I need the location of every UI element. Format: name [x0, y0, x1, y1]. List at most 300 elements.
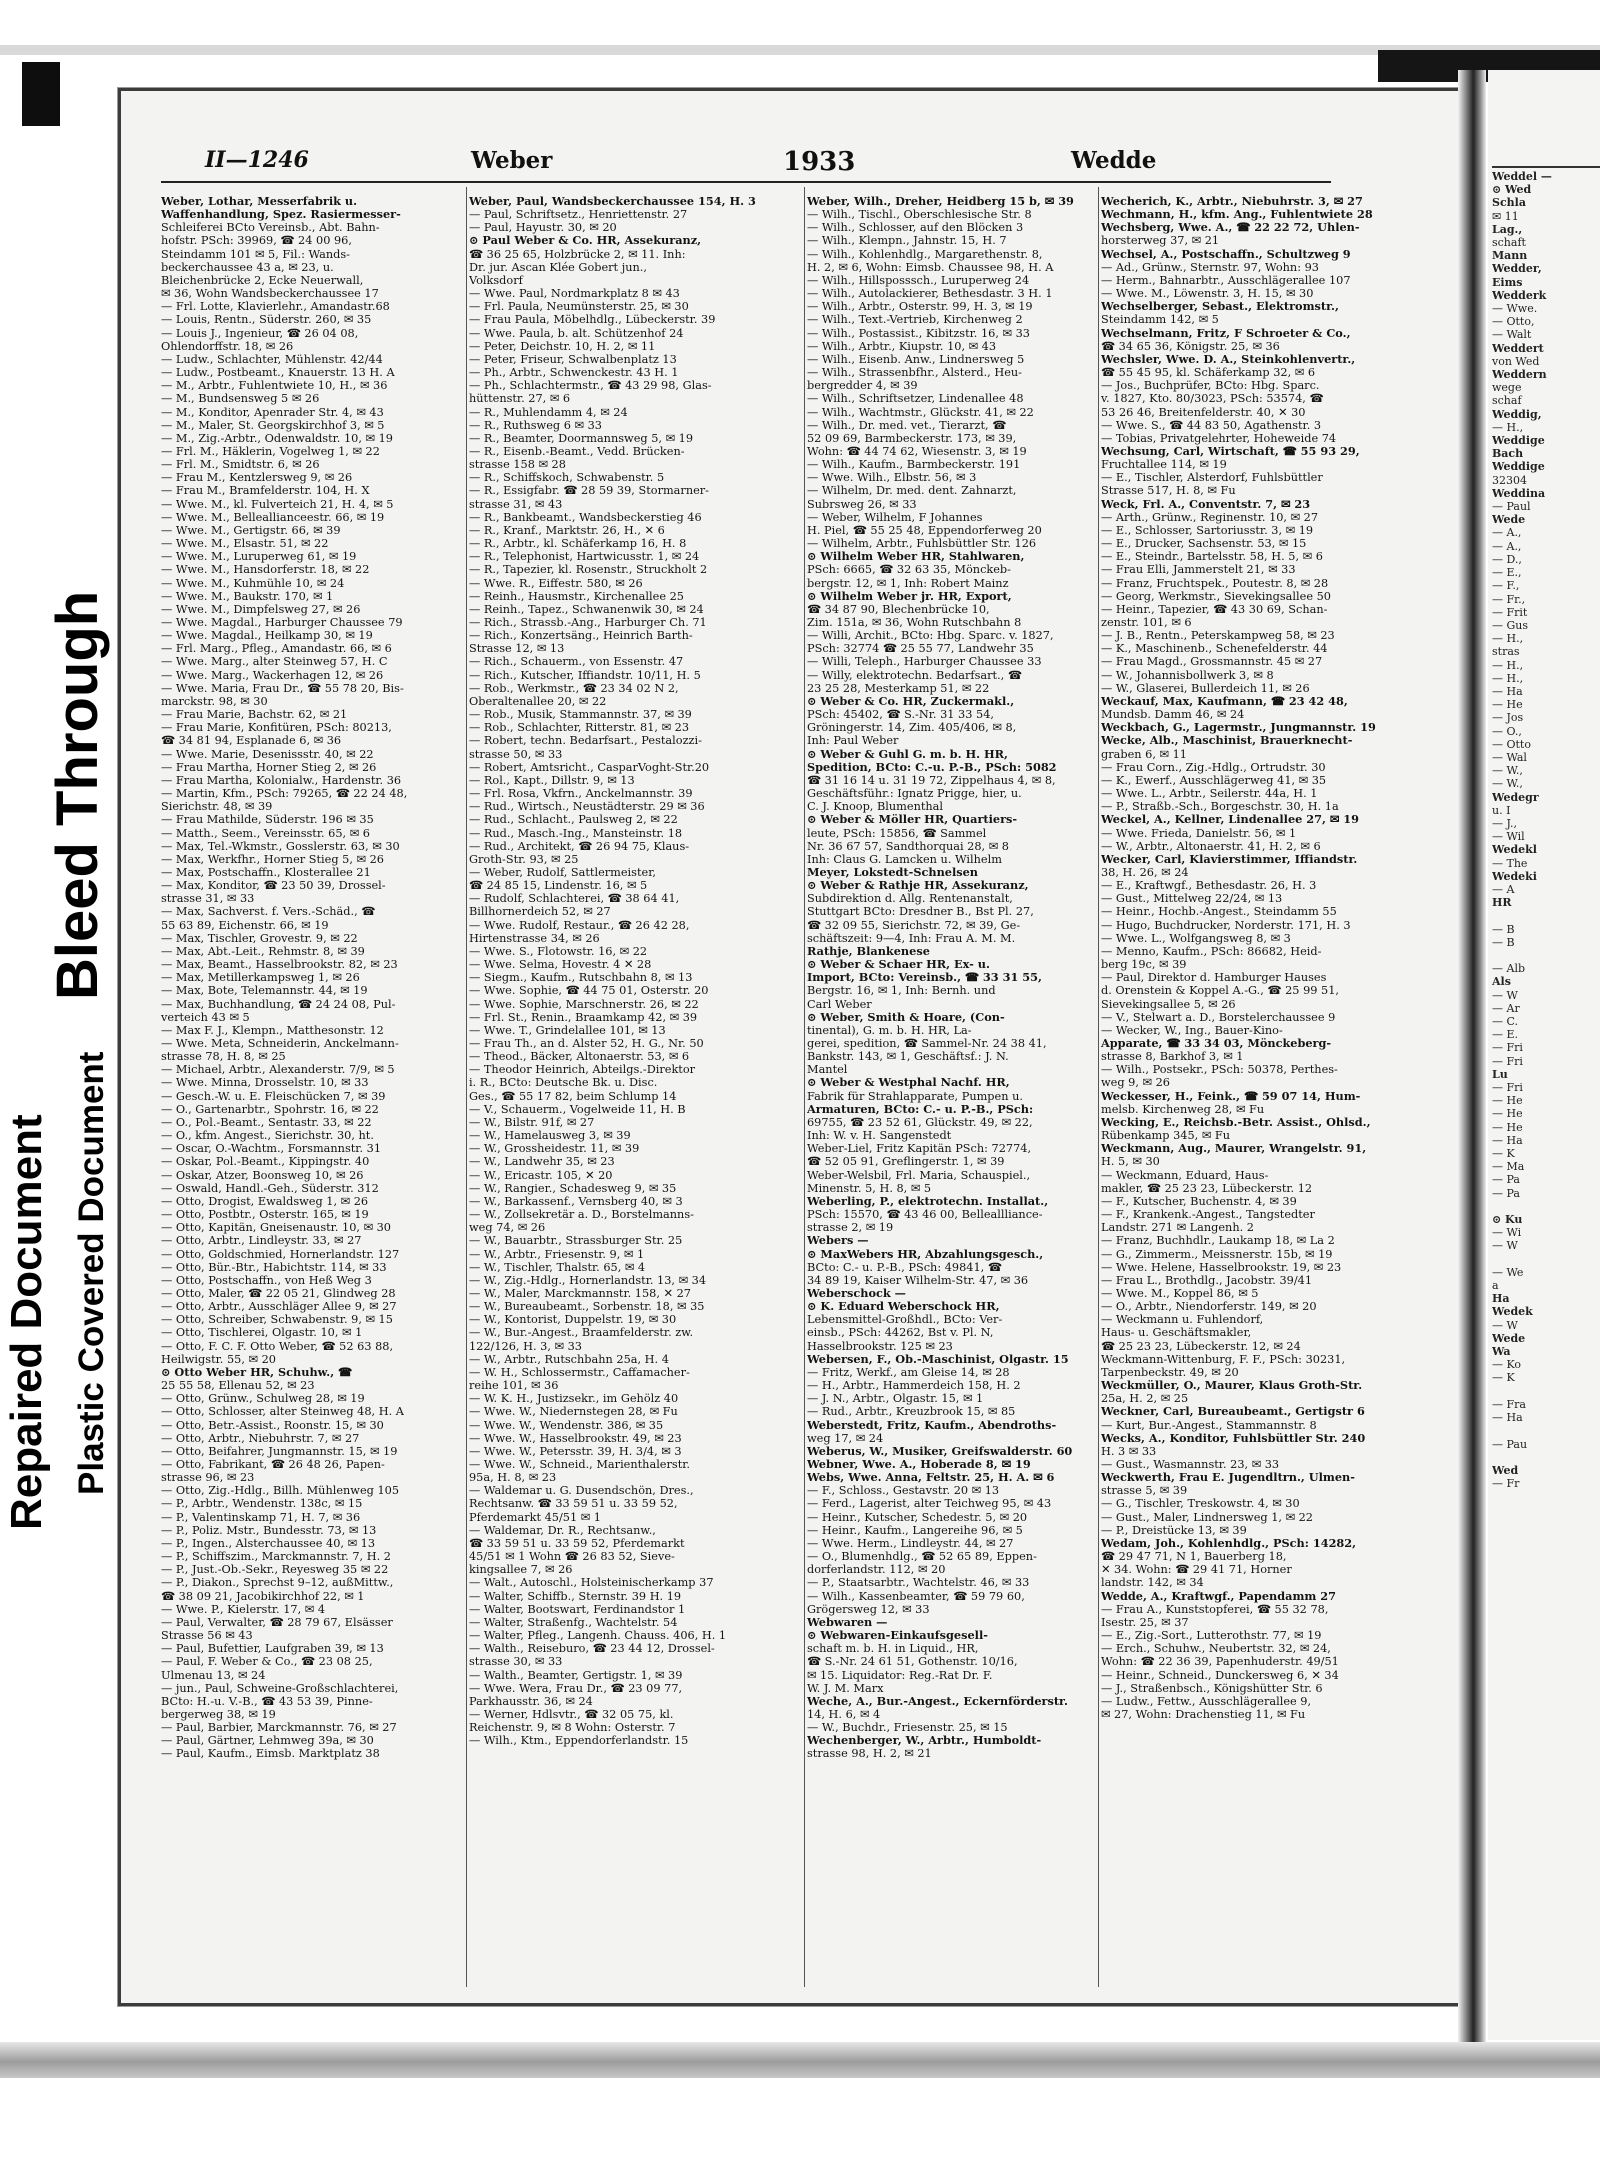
listing-line: — Tobias, Privatgelehrter, Hoheweide 74: [1101, 431, 1337, 445]
listing-line: Oberaltenallee 20, ✉ 22: [469, 694, 607, 708]
listing-line: Parkhausstr. 36, ✉ 24: [469, 1694, 593, 1708]
listing-line: Weber, Wilh., Dreher, Heidberg 15 b, ✉ 39: [807, 195, 1074, 208]
listing-line: — W., Johannisbollwerk 3, ✉ 8: [1101, 668, 1274, 682]
listing-line: Rathje, Blankenese: [807, 944, 930, 958]
listing-line: ☎ 34 81 94, Esplanade 6, ✉ 36: [161, 734, 342, 748]
listing-line: Minenstr. 5, H. 8, ✉ 5: [807, 1181, 932, 1195]
listing-line: — Max F. J., Klempn., Matthesonstr. 12: [161, 1023, 384, 1037]
listing-line: ⊙ Weber & Möller HR, Quartiers-: [807, 813, 1018, 827]
listing-line: Dr. jur. Ascan Klée Gobert jun.,: [469, 260, 647, 274]
listing-line: — Peter, Friseur, Schwalbenplatz 13: [469, 352, 677, 366]
listing-line: schaft m. b. H. in Liquid., HR,: [807, 1642, 979, 1656]
listing-line: — W., Buchdr., Friesenstr. 25, ✉ 15: [807, 1721, 1008, 1735]
opposite-page-line: — H.,: [1492, 420, 1524, 434]
listing-line: — Wwe. Minna, Drosselstr. 10, ✉ 33: [161, 1076, 369, 1090]
listing-line: bergstr. 12, ✉ 1, Inh: Robert Mainz: [807, 576, 1009, 590]
listing-line: — P., Ingen., Alsterchaussee 40, ✉ 13: [161, 1536, 376, 1550]
listing-line: — W., Arbtr., Rutschbahn 25a, H. 4: [469, 1352, 669, 1366]
listing-line: — Frl. M., Häklerin, Vogelweg 1, ✉ 22: [161, 444, 380, 458]
header-name: Weber: [471, 147, 553, 174]
listing-line: — Wwe. S., Flotowstr. 16, ✉ 22: [469, 944, 648, 958]
listing-line: 38, H. 26, ✉ 24: [1101, 865, 1189, 879]
listing-line: — Otto, Arbtr., Lindleystr. 33, ✉ 27: [161, 1234, 362, 1248]
listing-line: — W. K. H., Justizsekr., im Gehölz 40: [469, 1392, 679, 1406]
page-header: [121, 91, 1459, 177]
listing-line: Weberling, P., elektrotechn. Installat.,: [807, 1194, 1049, 1208]
listing-line: — Otto, Bür.-Btr., Habichtstr. 114, ✉ 33: [161, 1260, 387, 1274]
listing-line: — Wilh., Arbtr., Kiupstr. 10, ✉ 43: [807, 339, 997, 353]
listing-line: — P., Straßb.-Sch., Borgeschstr. 30, H. 1a: [1101, 800, 1339, 814]
listing-line: — W., Arbtr., Friesenstr. 9, ✉ 1: [469, 1247, 645, 1261]
listing-line: bergerweg 38, ✉ 19: [161, 1707, 276, 1721]
listing-line: — Paul, F. Weber & Co., ☎ 23 08 25,: [161, 1655, 373, 1669]
opposite-page-line: [1492, 909, 1598, 922]
opposite-page-line: — B: [1492, 922, 1515, 936]
listing-line: — R., Muhlendamm 4, ✉ 24: [469, 405, 628, 419]
listing-line: — Wwe. R., Eiffestr. 580, ✉ 26: [469, 576, 643, 590]
listing-line: Weber-Liel, Fritz Kapitän PSch: 72774,: [807, 1142, 1032, 1156]
listing-line: — Heinr., Hochb.-Angest., Steindamm 55: [1101, 905, 1337, 919]
listing-line: — E., Steindr., Bartelsstr. 58, H. 5, ✉ 6: [1101, 550, 1323, 564]
listing-line: — Martin, Kfm., PSch: 79265, ☎ 22 24 48,: [161, 787, 408, 801]
listing-line: — Walter, Bootswart, Ferdinandstor 1: [469, 1602, 686, 1616]
listing-line: — Wwe. L., Wolfgangsweg 8, ✉ 3: [1101, 931, 1291, 945]
opposite-page-line: — Ha: [1492, 684, 1523, 698]
header-rule: [161, 181, 1331, 183]
listing-line: — Rob., Werkmstr., ☎ 23 34 02 N 2,: [469, 681, 679, 695]
listing-line: ☎ 29 47 71, N 1, Bauerberg 18,: [1101, 1550, 1287, 1564]
listing-line: — Ludw., Postbeamt., Knauerstr. 13 H. A: [161, 366, 395, 380]
listing-line: — Wilh., Schriftsetzer, Lindenallee 48: [807, 392, 1024, 406]
opposite-page-line: [1492, 949, 1598, 962]
listing-line: — Wilh., Postassist., Kibitzstr. 16, ✉ 33: [807, 326, 1030, 340]
opposite-page-line: — K: [1492, 1147, 1515, 1161]
listing-line: — Wwe. Frieda, Danielstr. 56, ✉ 1: [1101, 826, 1297, 840]
listing-line: Carl Weber: [807, 997, 872, 1011]
listing-line: strasse 31, ✉ 43: [469, 497, 563, 511]
opposite-page-line: — A.,: [1492, 526, 1522, 540]
opposite-page-line: — O.,: [1492, 724, 1522, 738]
listing-line: — Frl. Lotte, Klavierlehr., Amandastr.68: [161, 300, 390, 314]
listing-line: Rübenkamp 345, ✉ Fu: [1101, 1129, 1231, 1143]
listing-line: — Frau Mathilde, Süderstr. 196 ✉ 35: [161, 813, 374, 827]
opposite-page-line: Weddige: [1492, 460, 1545, 474]
listing-line: PSch: 15570, ☎ 43 46 00, Belleallliance-: [807, 1208, 1043, 1222]
listing-line: Spedition, BCto: C.-u. P.-B., PSch: 5082: [807, 760, 1057, 774]
opposite-page-line: Wa: [1492, 1345, 1511, 1359]
opposite-page-line: [1492, 1385, 1598, 1398]
listing-line: — G., Zimmerm., Meissnerstr. 15b, ✉ 19: [1101, 1247, 1333, 1261]
opposite-page-line: — E.: [1492, 1028, 1519, 1042]
listing-line: Wedam, Joh., Kohlenhdlg., PSch: 14282,: [1101, 1536, 1357, 1550]
listing-line: bergredder 4, ✉ 39: [807, 379, 918, 393]
opposite-page-line: — Wil: [1492, 830, 1525, 844]
listing-line: Waffenhandlung, Spez. Rasiermesser-: [161, 208, 401, 222]
listing-line: — P., Just.-Ob.-Sekr., Reyesweg 35 ✉ 22: [161, 1563, 389, 1577]
listing-line: i. R., BCto: Deutsche Bk. u. Disc.: [469, 1076, 658, 1090]
listing-line: — Paul, Verwalter, ☎ 28 79 67, Elsässer: [161, 1615, 393, 1629]
opposite-page-line: Wede: [1492, 513, 1526, 527]
listing-line: Wechsler, Wwe. D. A., Steinkohlenvertr.,: [1101, 352, 1356, 366]
listing-line: ✉ 36, Wohn Wandsbeckerchaussee 17: [161, 287, 379, 301]
listing-line: — K., Maschinenb., Schenefelderstr. 44: [1101, 642, 1328, 656]
listing-line: — Max, Konditor, ☎ 23 50 39, Drossel-: [161, 879, 386, 893]
opposite-page-line: [1492, 1451, 1598, 1464]
column-divider: [804, 187, 805, 1987]
listing-line: — Max, Abt.-Leit., Rehmstr. 8, ✉ 39: [161, 944, 365, 958]
listing-line: — Otto, Schlosser, alter Steinweg 48, H. A: [161, 1405, 404, 1419]
listing-line: Stuttgart BCto: Dresdner B., Bst Pl. 27,: [807, 905, 1034, 919]
opposite-page-line: Wedderk: [1492, 288, 1547, 302]
listing-line: graben 6, ✉ 11: [1101, 747, 1187, 761]
listing-line: C. J. Knoop, Blumenthal: [807, 800, 944, 814]
listing-line: Weckmann-Wittenburg, F. F., PSch: 30231,: [1101, 1352, 1346, 1366]
listing-line: — Rud., Wirtsch., Neustädterstr. 29 ✉ 36: [469, 800, 705, 814]
listing-line: — Wwe. M., Luruperweg 61, ✉ 19: [161, 550, 357, 564]
listing-line: — W., Zig.-Hdlg., Hornerlandstr. 13, ✉ 34: [469, 1273, 707, 1287]
listing-line: — Hugo, Buchdrucker, Norderstr. 171, H. 3: [1101, 918, 1351, 932]
opposite-page-line: — The: [1492, 856, 1528, 870]
opposite-page-line: Wedegr: [1492, 790, 1539, 804]
listing-line: Hasselbrookstr. 125 ✉ 23: [807, 1339, 953, 1353]
listing-line: ⊙ Wilhelm Weber jr. HR, Export,: [807, 589, 1012, 603]
opposite-page-line: — J.,: [1492, 816, 1518, 830]
listing-line: — Oswald, Handl.-Geh., Süderstr. 312: [161, 1181, 379, 1195]
listing-line: — Max, Tischler, Grovestr. 9, ✉ 22: [161, 931, 358, 945]
listing-line: — Frau Marie, Bachstr. 62, ✉ 21: [161, 708, 348, 722]
listing-line: Wechselmann, Fritz, F Schroeter & Co.,: [1101, 326, 1351, 340]
listing-line: — Wilh., Kohlenhdlg., Margarethenstr. 8,: [807, 247, 1043, 261]
listing-line: Webersen, F., Ob.-Maschinist, Olgastr. 15: [807, 1352, 1069, 1366]
listing-line: H. 5, ✉ 30: [1101, 1155, 1160, 1169]
opposite-page-line: — Fri: [1492, 1054, 1523, 1068]
listing-line: — Wwe. M., Hansdorferstr. 18, ✉ 22: [161, 563, 370, 577]
listing-line: Ges., ☎ 55 17 82, beim Schlump 14: [469, 1089, 677, 1103]
opposite-page-line: schaf: [1492, 394, 1522, 408]
listing-line: PSch: 45402, ☎ S.-Nr. 31 33 54,: [807, 708, 994, 722]
listing-line: — Otto, Kapitän, Gneisenaustr. 10, ✉ 30: [161, 1221, 391, 1235]
listing-line: — Franz, Buchhdlr., Laukamp 18, ✉ La 2: [1101, 1234, 1335, 1248]
opposite-page-line: Wedeki: [1492, 869, 1537, 883]
listing-line: — Wwe. W., Niedernstegen 28, ✉ Fu: [469, 1405, 678, 1419]
listing-line: — Rud., Masch.-Ing., Mansteinstr. 18: [469, 826, 683, 840]
listing-line: — Rich., Konzertsäng., Heinrich Barth-: [469, 629, 693, 643]
listing-line: — Wwe. Magdal., Harburger Chaussee 79: [161, 616, 403, 629]
listing-line: — Otto, Arbtr., Niebuhrstr. 7, ✉ 27: [161, 1431, 360, 1445]
listing-line: 52 09 69, Barmbeckerstr. 173, ✉ 39,: [807, 431, 1017, 445]
listing-line: — Frl. St., Renin., Braamkamp 42, ✉ 39: [469, 1010, 698, 1024]
opposite-page-line: Weddern: [1492, 368, 1547, 382]
listing-line: 23 25 28, Mesterkamp 51, ✉ 22: [807, 681, 990, 695]
listing-line: Geschäftsführ.: Ignatz Prigge, hier, u.: [807, 787, 1022, 801]
opposite-page-line: ⊙ Wed: [1492, 183, 1532, 197]
listing-line: — Wwe. Marg., alter Steinweg 57, H. C: [161, 655, 388, 669]
listing-line: ☎ 34 87 90, Blechenbrücke 10,: [807, 602, 990, 616]
listing-line: — E., Zig.-Sort., Lutterothstr. 77, ✉ 19: [1101, 1629, 1322, 1643]
listing-line: Haus- u. Geschäftsmakler,: [1101, 1326, 1252, 1340]
opposite-page-line: [1492, 1424, 1598, 1437]
opposite-page-line: schaft: [1492, 236, 1526, 250]
listing-line: — Rob., Schlachter, Ritterstr. 81, ✉ 23: [469, 721, 690, 735]
opposite-page-line: — Fri: [1492, 1041, 1523, 1055]
listing-line: kingsallee 7, ✉ 26: [469, 1563, 573, 1577]
listing-line: — Frau Corn., Zig.-Hdlg., Ortrudstr. 30: [1101, 760, 1326, 774]
listing-line: Bleichenbrücke 2, Ecke Neuerwall,: [161, 273, 364, 287]
opposite-page-line: ⊙ Ku: [1492, 1213, 1523, 1227]
listing-line: — Ludw., Fettw., Ausschlägerallee 9,: [1101, 1694, 1312, 1708]
listing-line: — Wilh., Schlosser, auf den Blöcken 3: [807, 221, 1024, 235]
listing-line: — Wilh., Tischl., Oberschlesische Str. 8: [807, 208, 1032, 222]
header-range: Wedde: [1071, 147, 1157, 174]
listing-line: — Rud., Architekt, ☎ 26 94 75, Klaus-: [469, 839, 690, 853]
listing-line: Weberstedt, Fritz, Kaufm., Abendroths-: [807, 1418, 1057, 1432]
listing-line: Wedde, A., Kraftwgf., Papendamm 27: [1101, 1589, 1337, 1603]
opposite-page-line: — Otto: [1492, 737, 1531, 751]
opposite-page-line: wege: [1492, 381, 1522, 395]
opposite-page-line: u. I: [1492, 803, 1511, 817]
opposite-page-line: — Frit: [1492, 605, 1528, 619]
listing-line: — Herm., Bahnarbtr., Ausschlägerallee 107: [1101, 273, 1351, 287]
listing-line: — Willi, Teleph., Harburger Chaussee 33: [807, 655, 1042, 669]
opposite-page-line: — Wal: [1492, 750, 1527, 764]
listing-line: — Georg, Werkmstr., Sievekingsallee 50: [1101, 589, 1331, 603]
opposite-page-line: — Otto,: [1492, 315, 1535, 329]
listing-line: ⊙ Webwaren-Einkaufsgesell-: [807, 1629, 988, 1643]
listing-line: 45/51 ✉ 1 Wohn ☎ 26 83 52, Sieve-: [469, 1550, 675, 1564]
listing-line: — W., Arbtr., Altonaerstr. 41, H. 2, ✉ 6: [1101, 839, 1321, 853]
listing-line: — Theod., Bäcker, Altonaerstr. 53, ✉ 6: [469, 1050, 690, 1064]
listing-line: — Ph., Arbtr., Schwenckestr. 43 H. 1: [469, 366, 679, 380]
listing-line: — M., Konditor, Apenrader Str. 4, ✉ 43: [161, 405, 384, 419]
listing-line: Wechmann, H., kfm. Ang., Fuhlentwiete 28: [1101, 208, 1373, 222]
listing-line: — Louis J., Ingenieur, ☎ 26 04 08,: [161, 326, 359, 340]
opposite-page-line: — Ko: [1492, 1358, 1522, 1372]
listing-line: Inh: Claus G. Lamcken u. Wilhelm: [807, 852, 1002, 866]
header-year: 1933: [783, 147, 856, 177]
listing-line: Steindamm 142, ✉ 5: [1101, 313, 1219, 327]
listing-line: — Walter, Pfleg., Langenh. Chauss. 406, H. 1: [469, 1629, 727, 1643]
listing-line: — O., kfm. Angest., Sierichstr. 30, ht.: [161, 1129, 374, 1143]
listing-line: — Wwe. L., Arbtr., Seilerstr. 44a, H. 1: [1101, 787, 1318, 801]
opposite-page-line: Bach: [1492, 447, 1524, 461]
listing-line: — Frau L., Brothdlg., Jacobstr. 39/41: [1101, 1273, 1313, 1287]
opposite-page-line: — Fri: [1492, 1081, 1523, 1095]
listing-line: horsterweg 37, ✉ 21: [1101, 234, 1220, 248]
listing-line: — Max, Buchhandlung, ☎ 24 24 08, Pul-: [161, 997, 396, 1011]
listing-line: — Willy, elektrotechn. Bedarfsart., ☎: [807, 668, 1022, 682]
listing-column-2: [469, 195, 771, 1995]
listing-line: Weckbach, G., Lagermstr., Jungmannstr. 19: [1101, 721, 1376, 735]
listing-line: 55 63 89, Eichenstr. 66, ✉ 19: [161, 918, 329, 932]
opposite-page-line: — E.,: [1492, 566, 1522, 580]
listing-line: Weckmüller, O., Maurer, Klaus Groth-Str.: [1101, 1379, 1363, 1393]
opposite-page-line: — D.,: [1492, 552, 1522, 566]
listing-line: — Wwe. M., Koppel 86, ✉ 5: [1101, 1286, 1259, 1300]
listing-line: — Wilh., Klempn., Jahnstr. 15, H. 7: [807, 234, 1007, 248]
listing-line: ☎ 31 16 14 u. 31 19 72, Zippelhaus 4, ✉ 8,: [807, 773, 1056, 787]
listing-line: Strasse 56 ✉ 43: [161, 1629, 253, 1643]
listing-line: — Willi, Archit., BCto: Hbg. Sparc. v. 1827,: [807, 629, 1054, 643]
listing-line: — Waldemar u. G. Dusendschön, Dres.,: [469, 1484, 694, 1498]
listing-line: hüttenstr. 27, ✉ 6: [469, 392, 571, 406]
listing-line: ✕ 34. Wohn: ☎ 29 41 71, Horner: [1101, 1563, 1292, 1577]
opposite-page-line: Lu: [1492, 1067, 1508, 1081]
listing-line: W. J. M. Marx: [807, 1681, 884, 1695]
listing-line: — R., Telephonist, Hartwicusstr. 1, ✉ 24: [469, 550, 700, 564]
listing-line: — Wwe. P., Kielerstr. 17, ✉ 4: [161, 1602, 326, 1616]
listing-line: — V., Stelwart a. D., Borstelerchaussee 9: [1101, 1010, 1336, 1024]
listing-line: — Heinr., Tapezier, ☎ 43 30 69, Schan-: [1101, 602, 1328, 616]
listing-line: Landstr. 271 ✉ Langenh. 2: [1101, 1221, 1254, 1235]
listing-line: — Frau Martha, Horner Stieg 2, ✉ 26: [161, 760, 377, 774]
listing-line: Tarpenbeckstr. 49, ✉ 20: [1101, 1365, 1239, 1379]
opposite-page-line: — Ha: [1492, 1411, 1523, 1425]
listing-line: — Otto, Betr.-Assist., Roonstr. 15, ✉ 30: [161, 1418, 384, 1432]
listing-line: Isestr. 25, ✉ 37: [1101, 1615, 1189, 1629]
listing-line: — Frl. Paula, Neumünsterstr. 25, ✉ 30: [469, 300, 689, 314]
listing-line: — jun., Paul, Schweine-Großschlachterei,: [161, 1681, 399, 1695]
column-divider: [466, 187, 467, 1987]
listing-line: ⊙ Wilhelm Weber HR, Stahlwaren,: [807, 550, 1025, 564]
listing-line: Strasse 12, ✉ 13: [469, 642, 565, 656]
listing-line: Wecking, E., Reichsb.-Betr. Assist., Ohlsd.,: [1101, 1115, 1371, 1129]
listing-line: — W., Bilstr. 91f, ✉ 27: [469, 1115, 595, 1129]
listing-line: BCto: H.-u. V.-B., ☎ 43 53 39, Pinne-: [161, 1694, 373, 1708]
opposite-page-line: — Alb: [1492, 962, 1525, 976]
opposite-page-line: — Gus: [1492, 618, 1529, 632]
opposite-page-line: Wedek: [1492, 1305, 1533, 1319]
opposite-page-line: — C.: [1492, 1015, 1519, 1028]
listing-line: — K., Ewerf., Ausschlägerweg 41, ✉ 35: [1101, 773, 1327, 787]
listing-line: — Arth., Grünw., Reginenstr. 10, ✉ 27: [1101, 510, 1319, 524]
listing-line: — Waldemar, Dr. R., Rechtsanw.,: [469, 1523, 656, 1537]
listing-line: — Frau Magd., Grossmannstr. 45 ✉ 27: [1101, 655, 1323, 669]
listing-line: Weckner, Carl, Bureaubeamt., Gertigstr 6: [1101, 1405, 1365, 1419]
listing-line: Wecke, Alb., Maschinist, Brauerknecht-: [1101, 734, 1353, 748]
listing-line: — P., Dreistücke 13, ✉ 39: [1101, 1523, 1247, 1537]
listing-line: ⊙ MaxWebers HR, Abzahlungsgesch.,: [807, 1247, 1044, 1261]
opposite-page-line: — H.,: [1492, 671, 1524, 685]
listing-line: — Frau A., Kunststopferei, ☎ 55 32 78,: [1101, 1602, 1329, 1616]
listing-line: ☎ 55 45 95, kl. Schäferkamp 32, ✉ 6: [1101, 366, 1316, 380]
listing-line: Weckwerth, Frau E. Jugendltrn., Ulmen-: [1101, 1471, 1355, 1485]
listing-line: — Robert, Amtsricht., CasparVoght-Str.20: [469, 760, 710, 774]
listing-line: — Theodor Heinrich, Abteilgs.-Direktor: [469, 1063, 696, 1077]
opposite-page-line: — Pau: [1492, 1437, 1528, 1451]
listing-line: — Franz, Fruchtspek., Poutestr. 8, ✉ 28: [1101, 576, 1329, 590]
listing-line: — Fritz, Werkf., am Gleise 14, ✉ 28: [807, 1365, 1010, 1379]
listing-line: Weckesser, H., Feink., ☎ 59 07 14, Hum-: [1101, 1089, 1361, 1103]
listing-line: ✉ 27, Wohn: Drachenstieg 11, ✉ Fu: [1101, 1707, 1306, 1721]
listing-line: — Wwe. S., ☎ 44 83 50, Agathenstr. 3: [1101, 418, 1322, 432]
listing-column-3: [807, 195, 1109, 1995]
listing-line: — Rich., Schauerm., von Essenstr. 47: [469, 655, 684, 669]
opposite-page-line: Als: [1492, 975, 1511, 989]
listing-line: Weck, Frl. A., Conventstr. 7, ✉ 23: [1101, 497, 1311, 511]
listing-line: Hirtenstrasse 34, ✉ 26: [469, 931, 600, 945]
listing-line: — Frau Paula, Möbelhdlg., Lübeckerstr. 39: [469, 313, 716, 327]
opposite-page-line: Mann: [1492, 249, 1528, 263]
listing-line: — Michael, Arbtr., Alexanderstr. 7/9, ✉ 5: [161, 1063, 395, 1077]
listing-line: — Max, Bote, Telemannstr. 44, ✉ 19: [161, 984, 368, 998]
listing-line: — R., Ruthsweg 6 ✉ 33: [469, 418, 602, 432]
listing-line: Inh: Paul Weber: [807, 734, 899, 748]
listing-line: — W., Maler, Marckmannstr. 158, ✕ 27: [469, 1286, 691, 1300]
listing-line: Strasse 517, H. 8, ✉ Fu: [1101, 484, 1236, 498]
listing-line: — Otto, Tischlerei, Olgastr. 10, ✉ 1: [161, 1326, 363, 1340]
opposite-page-line: 32304: [1492, 473, 1527, 487]
listing-line: — E., Drucker, Sachsenstr. 53, ✉ 15: [1101, 537, 1307, 551]
listing-line: Weberschock —: [807, 1286, 906, 1300]
listing-line: — Otto, Fabrikant, ☎ 26 48 26, Papen-: [161, 1458, 385, 1471]
listing-line: — Ludw., Schlachter, Mühlenstr. 42/44: [161, 352, 383, 366]
listing-line: Weber-Welsbil, Frl. Maria, Schauspiel.,: [807, 1168, 1031, 1182]
listing-line: — Otto, Beifahrer, Jungmannstr. 15, ✉ 19: [161, 1444, 398, 1458]
listing-line: Wechsberg, Wwe. A., ☎ 22 22 72, Uhlen-: [1101, 221, 1360, 235]
listing-line: — Reinh., Tapez., Schwanenwik 30, ✉ 24: [469, 602, 704, 616]
opposite-page-column: [1492, 170, 1598, 1490]
listing-line: — Wwe. Sophie, ☎ 44 75 01, Osterstr. 20: [469, 984, 709, 998]
listing-line: 25 55 58, Ellenau 52, ✉ 23: [161, 1379, 315, 1393]
bleed-through-label: Bleed Through: [45, 590, 110, 1000]
listing-line: — R., Schiffskoch, Schwabenstr. 5: [469, 471, 665, 485]
listing-line: — Oscar, O.-Wachtm., Forsmannstr. 31: [161, 1142, 382, 1156]
listing-line: makler, ☎ 25 23 23, Lübeckerstr. 12: [1101, 1181, 1313, 1195]
listing-line: — Wilh., Kassenbeamter, ☎ 59 79 60,: [807, 1589, 1025, 1603]
listing-line: — Heinr., Kaufm., Langereihe 96, ✉ 5: [807, 1523, 1023, 1537]
listing-line: Weckauf, Max, Kaufmann, ☎ 23 42 48,: [1101, 694, 1348, 708]
listing-line: — Wwe. Rudolf, Restaur., ☎ 26 42 28,: [469, 918, 690, 932]
opposite-page-line: — Fra: [1492, 1397, 1526, 1411]
listing-line: — F., Krankenk.-Angest., Tangstedter: [1101, 1208, 1315, 1222]
listing-line: — Ph., Schlachtermstr., ☎ 43 29 98, Glas-: [469, 379, 712, 393]
listing-line: — O., Arbtr., Niendorferstr. 149, ✉ 20: [1101, 1300, 1317, 1314]
listing-line: — W., Barkassenf., Vernsberg 40, ✉ 3: [469, 1194, 683, 1208]
listing-line: — Wwe. Marg., Wackerhagen 12, ✉ 26: [161, 668, 384, 682]
listing-line: — Wilh., Wachtmstr., Glückstr. 41, ✉ 22: [807, 405, 1034, 419]
listing-line: Mantel: [807, 1063, 848, 1077]
listing-line: — Reinh., Hausmstr., Kirchenallee 25: [469, 589, 684, 603]
listing-line: PSch: 32774 ☎ 25 55 77, Landwehr 35: [807, 642, 1034, 656]
listing-line: dorferlandstr. 112, ✉ 20: [807, 1563, 946, 1577]
listing-line: — Matth., Seem., Vereinsstr. 65, ✉ 6: [161, 826, 370, 840]
opposite-page-line: — W.,: [1492, 777, 1523, 791]
listing-line: — R., Kranf., Marktstr. 26, H., ✕ 6: [469, 523, 665, 537]
listing-line: — Rud., Schlacht., Paulsweg 2, ✉ 22: [469, 813, 678, 827]
listing-line: — P., Poliz. Mstr., Bundesstr. 73, ✉ 13: [161, 1523, 377, 1537]
listing-line: — Frau Th., an d. Alster 52, H. G., Nr. 50: [469, 1037, 704, 1050]
opposite-page-line: — Pa: [1492, 1173, 1520, 1187]
listing-line: — P., Staatsarbtr., Wachtelstr. 46, ✉ 33: [807, 1576, 1030, 1590]
listing-line: — Heinr., Schneid., Dunckersweg 6, ✕ 34: [1101, 1668, 1339, 1682]
listing-line: — Max, Metillerkampsweg 1, ✉ 26: [161, 971, 360, 985]
listing-line: Import, BCto: Vereinsb., ☎ 33 31 55,: [807, 971, 1042, 985]
listing-line: — Werner, Hdlsvtr., ☎ 32 05 75, kl.: [469, 1707, 674, 1721]
opposite-page-line: — B: [1492, 935, 1515, 949]
listing-line: — J. B., Rentn., Peterskampweg 58, ✉ 23: [1101, 629, 1335, 643]
listing-line: — Max, Postschaffn., Klosterallee 21: [161, 865, 371, 879]
opposite-page-line: — W: [1492, 1239, 1518, 1253]
listing-line: ☎ 52 05 91, Greflingerstr. 1, ✉ 39: [807, 1155, 1005, 1169]
listing-line: — Weber, Rudolf, Sattlermeister,: [469, 865, 656, 879]
listing-line: — Wwe. Selma, Hovestr. 4 ✕ 28: [469, 958, 652, 972]
listing-line: Sievekingsallee 5, ✉ 26: [1101, 997, 1236, 1011]
listing-line: leute, PSch: 15856, ☎ Sammel: [807, 826, 987, 840]
listing-line: — R., Tapezier, kl. Rosenstr., Struckholt 2: [469, 563, 708, 577]
listing-line: — Wwe. M., kl. Fulverteich 21, H. 4, ✉ 5: [161, 497, 394, 511]
listing-line: — R., Eisenb.-Beamt., Vedd. Brücken-: [469, 444, 685, 458]
listing-line: ☎ 33 59 51 u. 33 59 52, Pferdemarkt: [469, 1536, 685, 1550]
